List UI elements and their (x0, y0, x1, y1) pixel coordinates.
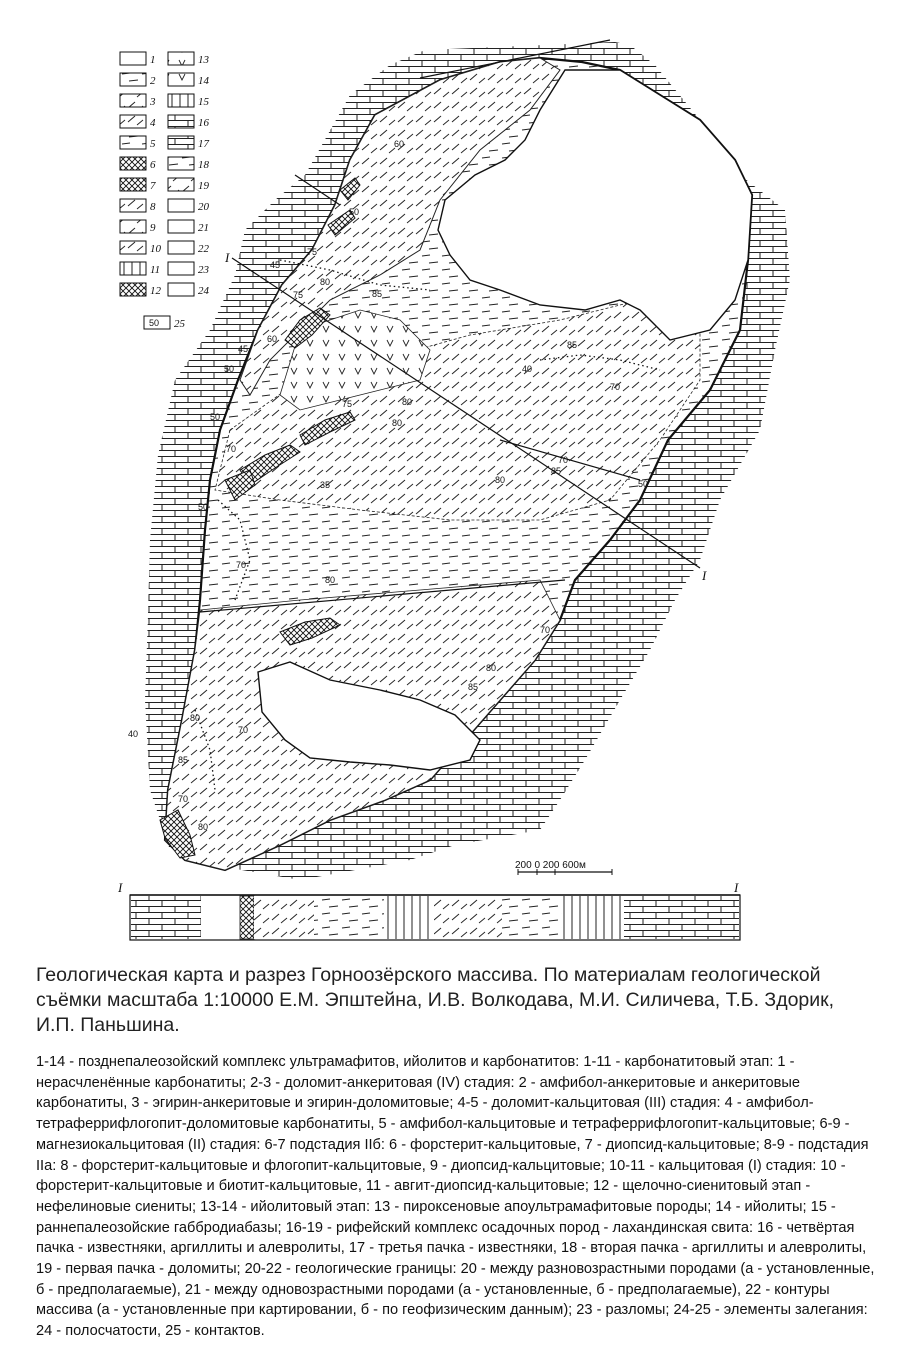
dip-value: 85 (178, 755, 189, 765)
dip-value: 80 (320, 277, 331, 287)
figure-caption: Геологическая карта и разрез Горноозёрского массива. По материалам геологической съёмки масштаба 1:10000 Е.М. Эпштейна, И.В. Волкодава, М.И. Силичева, Т.Б. Здорик, И.П. Паньшина. (36, 964, 835, 1036)
dip-value: 85 (551, 466, 562, 476)
legend-swatch-21 (168, 220, 194, 233)
legend-swatch-17 (168, 136, 194, 149)
legend-number-11: 11 (150, 264, 161, 276)
dip-value: 70 (226, 444, 237, 454)
dip-value: 80 (486, 663, 497, 673)
dip-value: 70 (178, 794, 189, 804)
legend-number-8: 8 (150, 201, 156, 213)
dip-value: 70 (610, 382, 621, 392)
dip-value: 80 (198, 822, 209, 832)
legend-swatch-8 (120, 199, 146, 212)
legend-number-1: 1 (150, 54, 156, 66)
legend-swatch-12 (120, 283, 146, 296)
legend-number-5: 5 (150, 138, 156, 150)
dip-value: 85 (372, 289, 383, 299)
legend-swatch-24 (168, 283, 194, 296)
dip-value: 70 (558, 455, 569, 465)
dip-value: 70 (236, 560, 247, 570)
legend-swatch-11 (120, 262, 146, 275)
scale-bar-label: 200 0 200 600м (515, 860, 586, 871)
dip-value: 50 (349, 207, 360, 217)
section-line-start-label: I (225, 250, 230, 265)
legend-number-10: 10 (150, 243, 161, 255)
legend-number-7: 7 (150, 180, 156, 192)
legend-number-6: 6 (150, 159, 156, 171)
legend-number-21: 21 (198, 222, 209, 234)
map-legend (120, 52, 210, 330)
legend-swatch-3 (120, 94, 146, 107)
legend-swatch-6 (120, 157, 146, 170)
legend-number-9: 9 (150, 222, 156, 234)
dip-value: 40 (128, 729, 139, 739)
dip-value: 50 (224, 364, 235, 374)
legend-number-12: 12 (150, 285, 161, 297)
dip-value: 80 (392, 418, 403, 428)
legend-sample-25: 50 (149, 318, 160, 328)
legend-number-3: 3 (150, 96, 156, 108)
legend-swatch-9 (120, 220, 146, 233)
dip-value: 50 (638, 479, 649, 489)
legend-number-25: 25 (174, 318, 185, 330)
legend-swatch-18 (168, 157, 194, 170)
legend-number-2: 2 (150, 75, 156, 87)
dip-value: 85 (567, 340, 578, 350)
legend-number-17: 17 (198, 138, 209, 150)
legend-number-4: 4 (150, 117, 156, 129)
dip-value: 45 (270, 260, 281, 270)
legend-swatch-16 (168, 115, 194, 128)
legend-swatch-23 (168, 262, 194, 275)
cross-section-start-label: I (118, 880, 123, 895)
dip-value: 80 (402, 397, 413, 407)
dip-value: 75 (307, 247, 318, 257)
dip-value: 85 (468, 682, 479, 692)
dip-value: 70 (540, 625, 551, 635)
legend-number-15: 15 (198, 96, 209, 108)
dip-value: 80 (325, 575, 336, 585)
dip-value: 35 (320, 480, 331, 490)
legend-number-16: 16 (198, 117, 209, 129)
dip-value: 70 (238, 725, 249, 735)
dip-value: 50 (198, 502, 209, 512)
legend-swatch-4 (120, 115, 146, 128)
dip-value: 60 (267, 334, 278, 344)
dip-value: 60 (394, 139, 405, 149)
legend-swatch-15 (168, 94, 194, 107)
scale-bar (515, 860, 612, 875)
section-line-end-label: I (702, 568, 707, 583)
legend-number-22: 22 (198, 243, 209, 255)
legend-swatch-14 (168, 73, 194, 86)
dip-value: 75 (293, 290, 304, 300)
legend-swatch-2 (120, 73, 146, 86)
legend-number-18: 18 (198, 159, 209, 171)
legend-swatch-5 (120, 136, 146, 149)
legend-number-19: 19 (198, 180, 209, 192)
cross-section-end-label: I (734, 880, 739, 895)
legend-swatch-7 (120, 178, 146, 191)
dip-value: 75 (342, 399, 353, 409)
dip-value: 40 (522, 364, 533, 374)
legend-swatch-13 (168, 52, 194, 65)
cross-section (117, 880, 740, 940)
dip-value: 50 (210, 412, 221, 422)
dip-value: 80 (495, 475, 506, 485)
legend-swatch-22 (168, 241, 194, 254)
legend-number-14: 14 (198, 75, 209, 87)
dip-value: 45 (238, 344, 249, 354)
legend-number-13: 13 (198, 54, 209, 66)
legend-number-24: 24 (198, 285, 209, 297)
legend-description: 1-14 - позднепалеозойский комплекс ультрамафитов, ийолитов и карбонатитов: 1-11 - карбонатитовый этап: 1 - нерасчленённые карбонатиты; 2-3 - доломит-анкеритовая (IV) стадия: 2 - амфибол-анкеритовые и анкеритовые карбонатиты, 3 - эгирин-анкеритовые и эгирин-доломитовые; 4-5 - доломит-кальцитовая (III) стадия: 4 - амфибол-тетраферрифлогопит-доломитовые карбонатиты, 5 - амфибол-кальцитовые и тетраферрифлогопит-кальцитовые; 6-9 - магнезиокальцитовая (II) стадия: 6-7 подстадия IIб: 6 - форстерит-кальцитовые, 7 - диопсид-кальцитовые; 8-9 - подстадия IIа: 8 - форстерит-кальцитовые и флогопит-кальцитовые, 9 - диопсид-кальцитовые; 10-11 - кальцитовая (I) стадия: 10 - форстерит-кальцитовые и биотит-кальцитовые, 11 - авгит-диопсид-кальцитовые; 12 - щелочно-сиенитовый этап - нефелиновые сиениты; 13-14 - ийолитовый этап: 13 - пироксеновые апоультрамафитовые породы; 14 - ийолиты; 15 - раннепалеозойские габбродиабазы; 16-19 - рифейский комплекс осадочных пород - лахандинская свита: 16 - четвёртая пачка - известняки, аргиллиты и алевролиты, 17 - третья пачка - известняки, 18 - вторая пачка - аргиллиты и алевролиты, 19 - первая пачка - доломиты; 20-22 - геологические границы: 20 - между разновозрастными породами (а - установленные, б - предполагаемые), 21 - между одновозрастными породами (а - установленные, б - предполагаемые), 22 - контуры массива (а - установленные при картировании, б - по геофизическим данным); 23 - разломы; 24-25 - элементы залегания: 24 - полосчатости, 25 - контактов. (36, 1054, 875, 1340)
legend-swatch-10 (120, 241, 146, 254)
legend-swatch-19 (168, 178, 194, 191)
dip-value: 80 (190, 713, 201, 723)
legend-swatch-20 (168, 199, 194, 212)
legend-number-23: 23 (198, 264, 209, 276)
legend-number-20: 20 (198, 201, 209, 213)
legend-swatch-1 (120, 52, 146, 65)
